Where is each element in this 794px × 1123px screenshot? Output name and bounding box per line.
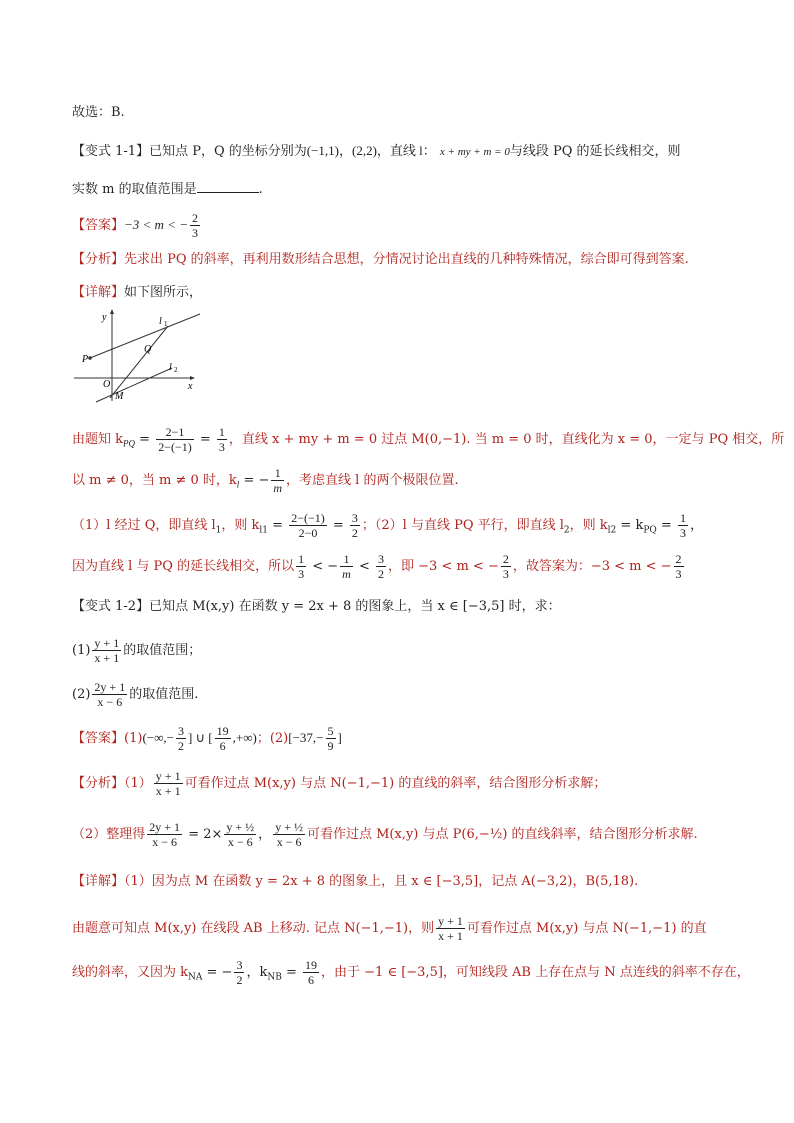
variant-1-2-question: [72, 597, 561, 617]
label: （1）: [124, 776, 152, 791]
fraction: [154, 769, 183, 798]
l1-sub: 1: [164, 320, 168, 328]
question-coords: (−1,1)，(2,2)，直线 l：: [306, 143, 436, 158]
subscript: PQ: [123, 438, 136, 449]
subscript: PQ: [643, 525, 657, 536]
denominator: x − 6: [97, 695, 123, 709]
fraction: [217, 425, 227, 454]
numerator: y + 1: [438, 914, 463, 928]
subscript: NB: [267, 972, 282, 983]
denominator: 3: [679, 526, 686, 540]
interval: [−37,−: [288, 730, 324, 745]
analysis-tag: 【分析】: [72, 252, 125, 267]
text: ，k: [246, 965, 268, 980]
text: 可看作过点 M(x,y) 与点 N(−1,−1) 的直线的斜率，结合图形分析求解；: [184, 776, 607, 791]
denominator: 3: [298, 567, 305, 581]
analysis-tag: 【分析】: [72, 776, 125, 791]
denominator: x − 6: [276, 835, 302, 849]
subscript: 1: [215, 525, 222, 536]
fraction: [176, 724, 186, 753]
text: <: [354, 559, 374, 574]
question-text: 已知点 P，Q 的坐标分别为: [149, 144, 307, 159]
label: (1): [72, 643, 91, 658]
numerator: 2: [192, 211, 198, 225]
detail-tag: 【详解】: [72, 285, 125, 300]
line-equation: x + my + m = 0: [439, 146, 510, 158]
analysis-line: [72, 250, 689, 270]
l2-label: l: [169, 362, 172, 373]
text: ，直线 x + my + m = 0 过点 M(0,−1). 当 m = 0 时，直线化为 x = 0，一定与 PQ 相交，所: [228, 432, 785, 447]
m-label: M: [115, 391, 124, 402]
fraction: [92, 680, 127, 709]
fraction: [436, 914, 465, 943]
text: ，: [689, 518, 703, 533]
label: (1): [124, 731, 143, 746]
period: .: [258, 182, 263, 197]
numerator: y + ½: [275, 820, 303, 834]
numerator: 2: [675, 552, 682, 566]
q-label: Q: [144, 344, 152, 355]
denominator: m: [342, 567, 351, 581]
denominator: 6: [308, 973, 315, 987]
fraction: [296, 552, 306, 581]
denominator: x − 6: [227, 835, 253, 849]
numerator: 1: [271, 466, 284, 481]
equals: =: [268, 518, 288, 533]
numerator: 1: [298, 552, 305, 566]
answer-tag: 【答案】: [72, 731, 125, 746]
answer-tag: 【答案】: [72, 218, 125, 233]
detail-tag: 【详解】: [72, 874, 125, 889]
fraction: [340, 552, 353, 581]
denominator: 3: [502, 567, 509, 581]
denominator: x + 1: [94, 651, 120, 665]
question-text-tail: 与线段 PQ 的延长线相交，则: [509, 144, 681, 159]
text: < −: [308, 559, 339, 574]
fraction: [350, 511, 360, 540]
subquestion-2: [72, 680, 198, 709]
detail-conclusion-line: [72, 552, 686, 581]
text: 因为直线 l 与 PQ 的延长线相交，所以: [72, 559, 295, 574]
text: ；（2）l 与直线 PQ 平行，即直线 l: [361, 518, 564, 533]
denominator: m: [273, 481, 283, 495]
text: 的取值范围.: [129, 687, 199, 702]
equals: =: [656, 518, 676, 533]
subscript: l1: [259, 525, 269, 536]
detail-text: 如下图所示，: [124, 285, 203, 300]
p-label: P: [82, 354, 89, 365]
line-l1: [110, 326, 168, 398]
answer-blank: [197, 180, 259, 193]
numerator: 3: [378, 552, 384, 566]
text: （2）整理得: [72, 827, 146, 842]
coordinate-figure: [72, 306, 202, 406]
detail-line-4: [72, 958, 750, 988]
x-axis-label: x: [188, 381, 193, 392]
fraction: [92, 636, 121, 665]
numerator: y + 1: [94, 636, 120, 650]
numerator: 2: [502, 552, 509, 566]
denominator: x − 6: [152, 835, 178, 849]
numerator: 3: [351, 511, 358, 525]
numerator: y + ½: [226, 820, 255, 834]
interval: ] ∪ [: [187, 730, 213, 745]
subquestion-1: [72, 636, 201, 665]
text: = −: [202, 965, 233, 980]
text: ，故答案为：−3 < m < −: [512, 559, 672, 574]
fraction: [190, 211, 200, 240]
text: （1）因为点 M 在函数 y = 2x + 8 的图象上，且 x ∈ [−3,5]，记点 A(−3,2)，B(5,18).: [124, 874, 639, 889]
analysis-line-3: [72, 820, 698, 849]
label: ；(2): [256, 731, 289, 746]
numerator: 1: [679, 511, 686, 525]
analysis-text: 先求出 PQ 的斜率，再利用数形结合思想，分情况讨论出直线的几种特殊情况，综合即可得到答案.: [124, 252, 689, 267]
numerator: 1: [218, 425, 225, 439]
equals: =: [281, 965, 302, 980]
l1-label: l: [159, 316, 162, 327]
denominator: 2: [177, 739, 184, 753]
detail-cases-line: （1）l 经过 Q，即直线 $l_1$，则 $k_{l1}$ = $\frac{2-(-1)}{2-0}$ = $\frac{3}{2}$ ；（2）l 与直线 PQ 平行，即直线 $l_2$，则 $k_{l2} = k_{PQ}$ = $\frac{1}{3}$ ，: [72, 511, 703, 540]
detail-m-line: [72, 466, 459, 495]
denominator: 2−0: [298, 526, 318, 540]
denominator: x + 1: [438, 929, 463, 943]
text: = −: [239, 473, 270, 488]
subscript: l2: [607, 525, 617, 536]
numerator: 1: [340, 552, 353, 567]
text: 以 m ≠ 0，当 m ≠ 0 时，k: [72, 473, 237, 488]
denominator: 2: [351, 526, 358, 540]
x-axis-arrow: [190, 376, 195, 380]
question-text: 实数 m 的取值范围是: [72, 182, 197, 197]
text: ，则 k: [221, 518, 260, 533]
text: 可看作过点 M(x,y) 与点 P(6,−½) 的直线斜率，结合图形分析求解.: [306, 827, 698, 842]
interval: ]: [337, 730, 342, 745]
fraction: [271, 466, 284, 495]
numerator: 19: [216, 724, 229, 738]
text: 可看作过点 M(x,y) 与点 N(−1,−1) 的直: [466, 921, 707, 936]
text: 线的斜率，又因为 k: [72, 965, 189, 980]
variant-1-1-question-cont: [72, 180, 263, 200]
variant-1-1-question: [72, 141, 681, 162]
subscript: NA: [188, 972, 203, 983]
text: ，由于 −1 ∈ [−3,5]，可知线段 AB 上存在点与 N 点连线的斜率不存在，: [321, 965, 750, 980]
y-axis-label: y: [102, 312, 107, 323]
text: ，即 −3 < m < −: [388, 559, 499, 574]
denominator: 2−(−1): [158, 440, 192, 454]
numerator: 5: [327, 724, 334, 738]
choice-text: 故选：B.: [72, 105, 125, 120]
interval: (−∞,−: [142, 730, 174, 745]
answer-line: [72, 211, 202, 240]
denominator: 9: [327, 739, 334, 753]
fraction: [303, 958, 319, 987]
label: (2): [72, 687, 91, 702]
point-p: [88, 356, 92, 360]
denominator: x + 1: [155, 784, 181, 798]
fraction: [215, 724, 231, 753]
numerator: 2y + 1: [94, 680, 126, 694]
text: 由题意可知点 M(x,y) 在线段 AB 上移动. 记点 N(−1,−1)，则: [72, 921, 435, 936]
fraction: [501, 552, 511, 581]
fraction: [678, 511, 688, 540]
numerator: 2−(−1): [291, 511, 325, 525]
analysis-line-2: [72, 769, 606, 798]
fraction: [273, 820, 305, 849]
denominator: 3: [675, 567, 682, 581]
detail-line-2: [72, 872, 638, 892]
variant-tag: 【变式 1-2】: [72, 599, 150, 614]
detail-line-3: [72, 914, 707, 943]
text: = 2×: [184, 827, 223, 842]
variant-tag: 【变式 1-1】: [72, 144, 150, 159]
text: = k: [616, 518, 644, 533]
text: ，则 k: [569, 518, 608, 533]
detail-slope-line: 由题知 $k_{PQ}$ = $\frac{2-1}{2-(-1)}$ = $\frac{1}{3}$ ，直线 x + my + m = 0 过点 M(0,−1). 当 m = 0 时，直线化为 x = 0，一定与 PQ 相交，所: [72, 425, 785, 454]
l2-sub: 2: [174, 366, 178, 374]
origin-label: O: [103, 379, 111, 390]
y-axis-arrow: [110, 309, 114, 314]
denominator: 2: [378, 567, 384, 581]
interval: ,+∞): [232, 730, 257, 745]
detail-line: [72, 283, 202, 303]
text: 由题知 k: [72, 432, 124, 447]
subscript: l: [236, 479, 240, 490]
fraction: [147, 820, 182, 849]
subscript: 2: [563, 525, 570, 536]
numerator: y + 1: [155, 769, 181, 783]
numerator: 2−1: [156, 425, 194, 440]
denominator: 3: [218, 440, 225, 454]
numerator: 19: [305, 958, 318, 972]
numerator: 3: [236, 958, 243, 972]
answer-expr: −3 < m < −: [124, 217, 188, 232]
denominator: 2: [236, 973, 243, 987]
text: （1）l 经过 Q，即直线 l: [72, 518, 216, 533]
text: ，: [258, 827, 272, 842]
fraction: [224, 820, 256, 849]
fraction: [234, 958, 244, 987]
fraction: [156, 425, 194, 454]
numerator: 3: [177, 724, 184, 738]
numerator: 2y + 1: [149, 820, 181, 834]
denominator: 3: [192, 226, 198, 240]
fraction: [326, 724, 336, 753]
fraction: [376, 552, 386, 581]
equals: =: [135, 432, 155, 447]
denominator: 6: [219, 739, 226, 753]
fraction: [289, 511, 327, 540]
choice-line: [72, 103, 125, 123]
fraction: [674, 552, 684, 581]
text: ，考虑直线 l 的两个极限位置.: [286, 473, 459, 488]
answer-line-2: [72, 724, 342, 753]
question-text: 已知点 M(x,y) 在函数 y = 2x + 8 的图象上，当 x ∈ [−3,5] 时，求：: [149, 599, 561, 614]
text: 的取值范围；: [123, 643, 202, 658]
